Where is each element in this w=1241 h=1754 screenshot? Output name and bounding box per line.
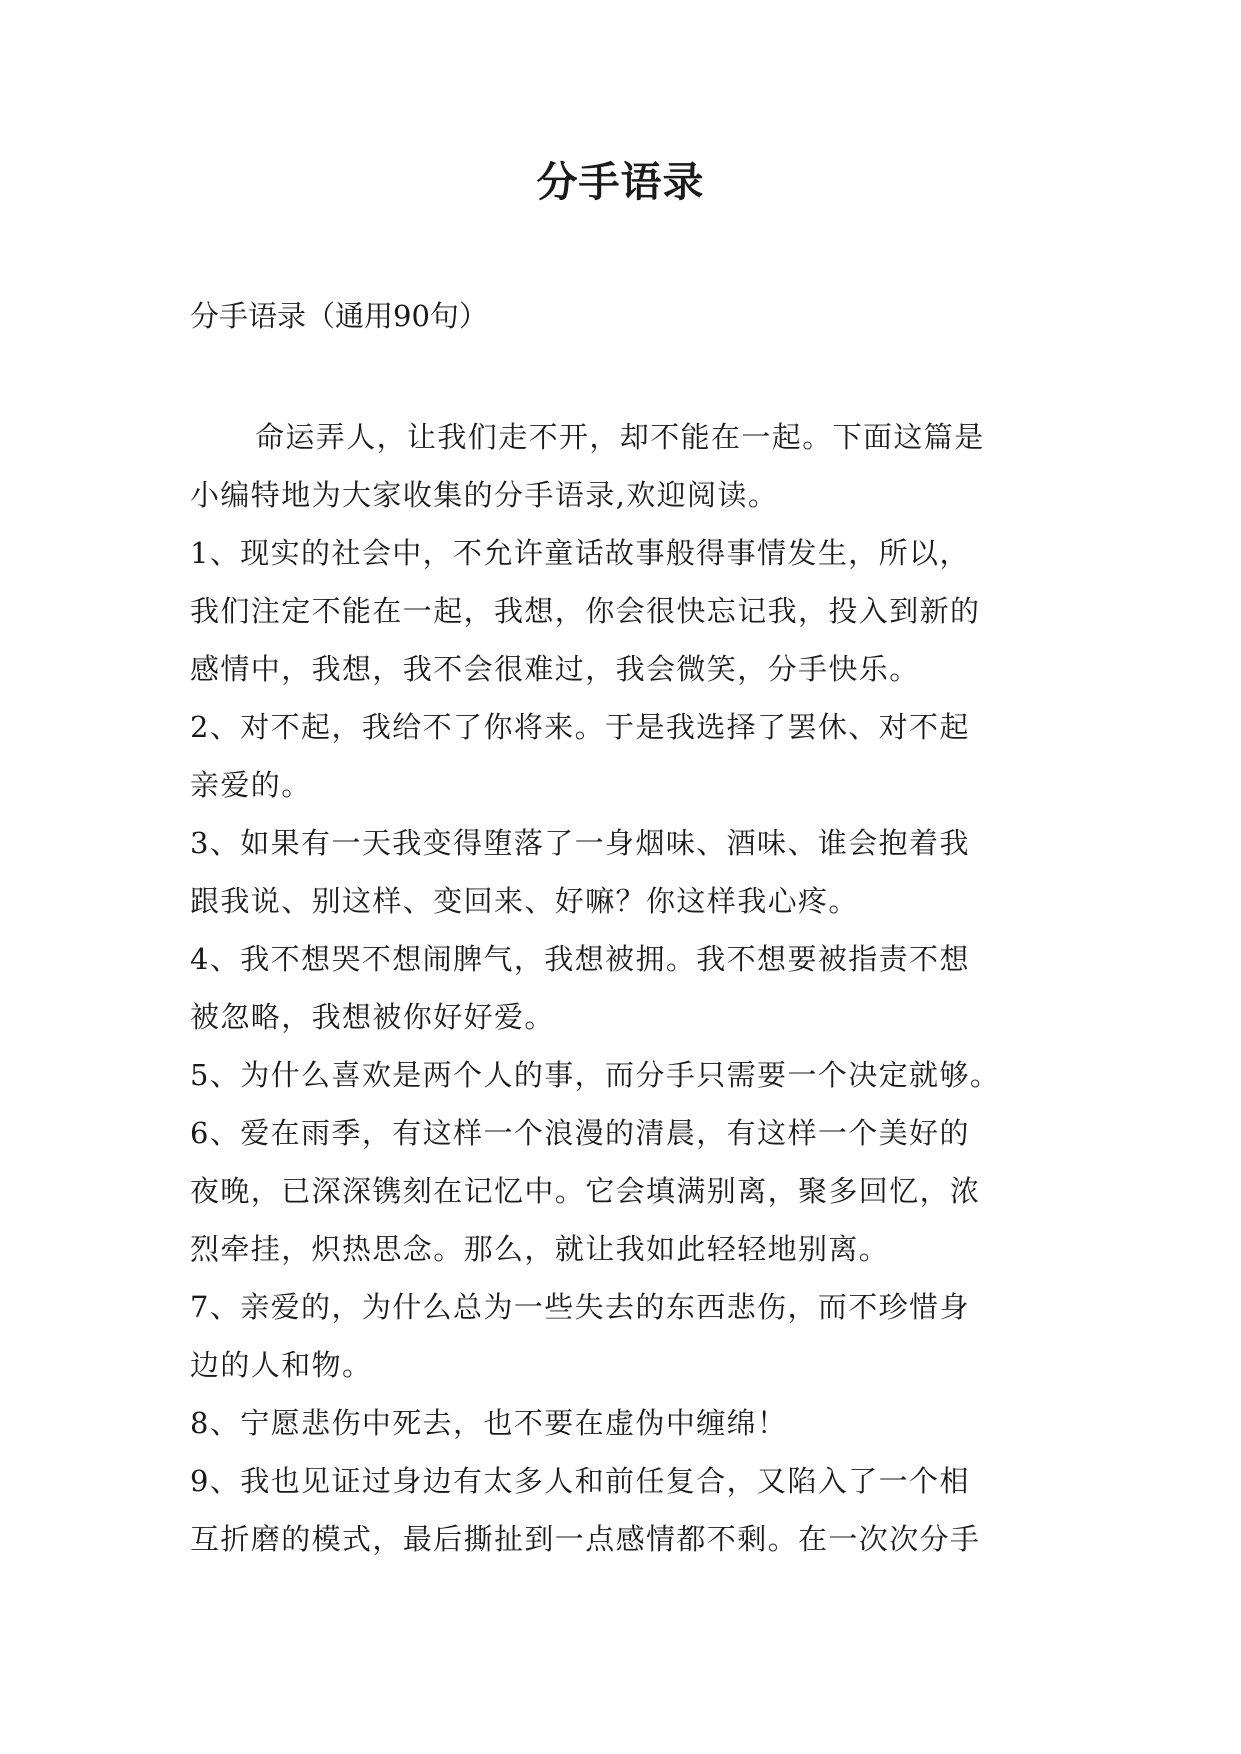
body-line: 1、现实的社会中，不允许童话故事般得事情发生，所以， [190, 536, 970, 570]
body-line: 4、我不想哭不想闹脾气，我想被拥。我不想要被指责不想 [190, 942, 970, 976]
body-line: 8、宁愿悲伤中死去，也不要在虚伪中缠绵！ [190, 1406, 788, 1440]
body-line: 跟我说、别这样、变回来、好嘛？你这样我心疼。 [190, 884, 859, 918]
body-line: 3、如果有一天我变得堕落了一身烟味、酒味、谁会抱着我 [190, 826, 970, 860]
document-subtitle: 分手语录（通用90句） [190, 299, 488, 333]
body-line: 6、爱在雨季，有这样一个浪漫的清晨，有这样一个美好的 [190, 1116, 970, 1150]
body-line: 夜晚，已深深镌刻在记忆中。它会填满别离，聚多回忆，浓 [190, 1174, 981, 1208]
body-line: 小编特地为大家收集的分手语录,欢迎阅读。 [190, 478, 779, 512]
body-line: 互折磨的模式，最后撕扯到一点感情都不剩。在一次次分手 [190, 1522, 981, 1556]
document-title: 分手语录 [536, 158, 705, 206]
body-line: 命运弄人，让我们走不开，却不能在一起。下面这篇是 [255, 420, 985, 454]
body-line: 7、亲爱的，为什么总为一些失去的东西悲伤，而不珍惜身 [190, 1290, 970, 1324]
body-line: 感情中，我想，我不会很难过，我会微笑，分手快乐。 [190, 652, 920, 686]
body-line: 9、我也见证过身边有太多人和前任复合，又陷入了一个相 [190, 1464, 970, 1498]
document-body [190, 408, 1080, 1568]
body-line: 亲爱的。 [190, 768, 312, 802]
body-line: 5、为什么喜欢是两个人的事，而分手只需要一个决定就够。 [190, 1058, 1001, 1092]
body-line: 我们注定不能在一起，我想，你会很快忘记我，投入到新的 [190, 594, 981, 628]
body-line: 被忽略，我想被你好好爱。 [190, 1000, 555, 1034]
body-line: 烈牵挂，炽热思念。那么，就让我如此轻轻地别离。 [190, 1232, 890, 1266]
body-line: 2、对不起，我给不了你将来。于是我选择了罢休、对不起 [190, 710, 970, 744]
body-line: 边的人和物。 [190, 1348, 373, 1382]
